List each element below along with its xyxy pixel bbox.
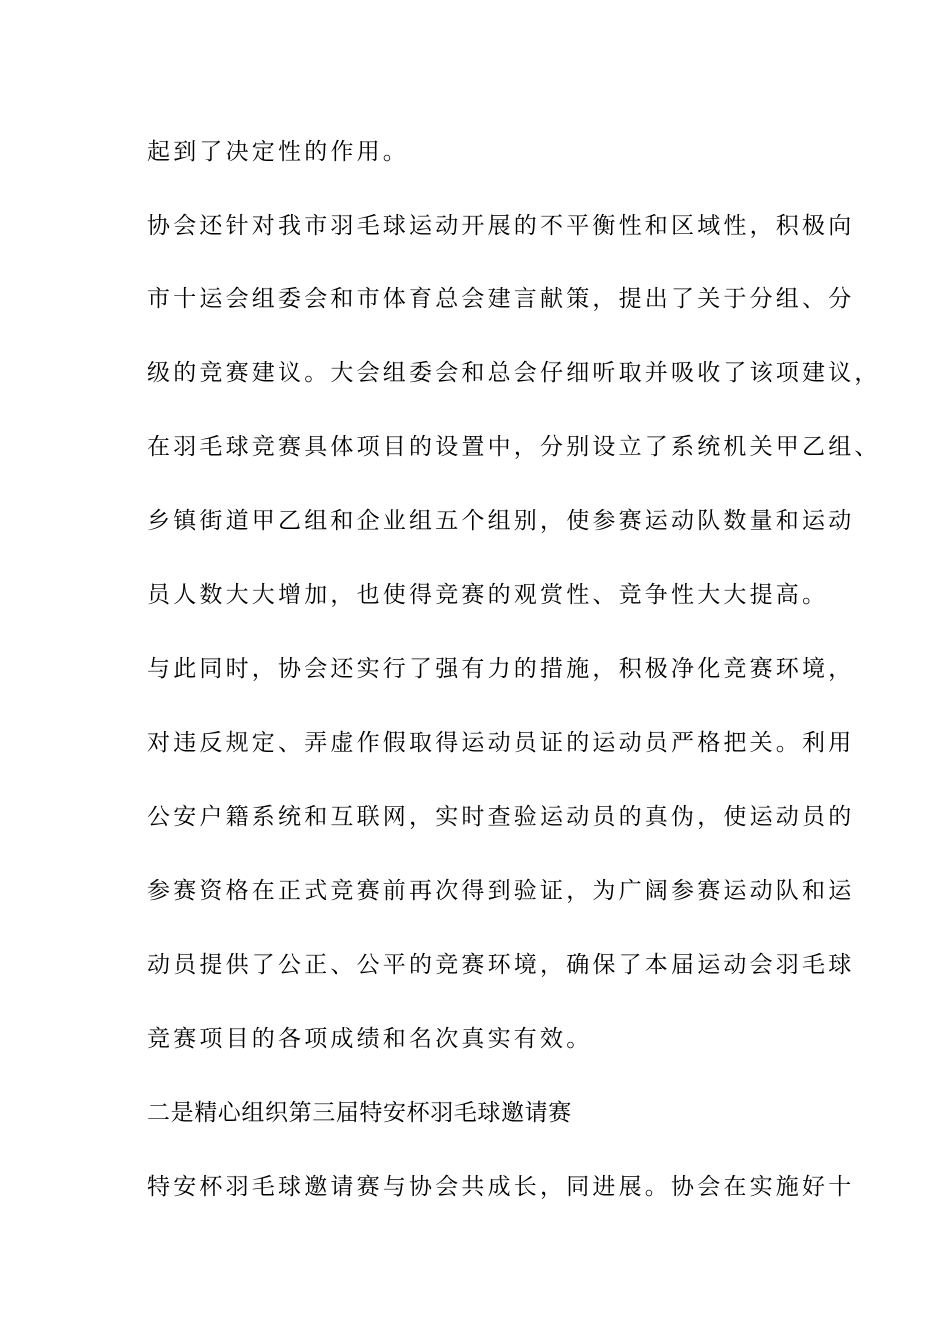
paragraph-line: 在羽毛球竞赛具体项目的设置中，分别设立了系统机关甲乙组、 (147, 434, 881, 460)
paragraph-line: 竞赛项目的各项成绩和名次真实有效。 (147, 1026, 593, 1052)
paragraph-line: 级的竞赛建议。大会组委会和总会仔细听取并吸收了该项建议， (147, 360, 881, 386)
paragraph-line: 公安户籍系统和互联网，实时查验运动员的真伪，使运动员的 (147, 804, 855, 830)
section-heading: 二是精心组织第三届特安杯羽毛球邀请赛 (147, 1100, 572, 1126)
paragraph-line: 与此同时，协会还实行了强有力的措施，积极净化竞赛环境， (147, 656, 855, 682)
paragraph-line: 起到了决定性的作用。 (147, 139, 409, 165)
paragraph-line: 特安杯羽毛球邀请赛与协会共成长，同进展。协会在实施好十 (147, 1174, 855, 1200)
paragraph-line: 员人数大大增加，也使得竞赛的观赏性、竞争性大大提高。 (147, 582, 829, 608)
paragraph-line: 动员提供了公正、公平的竞赛环境，确保了本届运动会羽毛球 (147, 952, 855, 978)
paragraph-line: 市十运会组委会和市体育总会建言献策，提出了关于分组、分 (147, 286, 855, 312)
paragraph-line: 乡镇街道甲乙组和企业组五个组别，使参赛运动队数量和运动 (147, 508, 855, 534)
paragraph-line: 协会还针对我市羽毛球运动开展的不平衡性和区域性，积极向 (147, 213, 855, 239)
paragraph-line: 参赛资格在正式竞赛前再次得到验证，为广阔参赛运动队和运 (147, 878, 855, 904)
paragraph-line: 对违反规定、弄虚作假取得运动员证的运动员严格把关。利用 (147, 730, 855, 756)
